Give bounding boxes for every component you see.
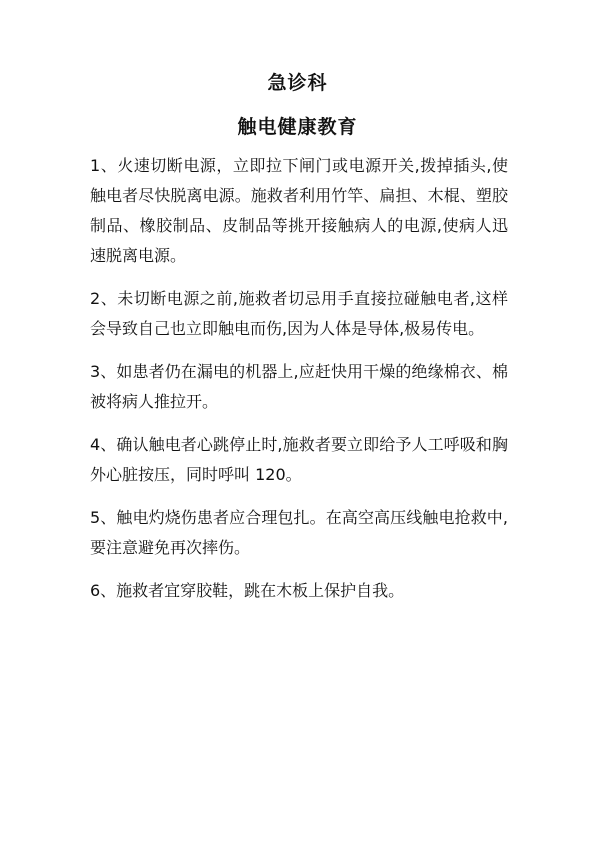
document-body xyxy=(90,151,508,619)
paragraph-2: 2、未切断电源之前,施救者切忌用手直接拉碰触电者,这样会导致自己也立即触电而伤,因为人体是导体,极易传电。 xyxy=(90,289,508,338)
paragraph-4: 4、确认触电者心跳停止时,施救者要立即给予人工呼吸和胸外心脏按压，同时呼叫 120。 xyxy=(90,435,508,484)
paragraph-1: 1、火速切断电源，立即拉下闸门或电源开关,拨掉插头,使触电者尽快脱离电源。施救者利用竹竿、扁担、木棍、塑胶制品、橡胶制品、皮制品等挑开接触病人的电源,使病人迅速脱离电源。 xyxy=(90,156,508,265)
paragraph-5: 5、触电灼烧伤患者应合理包扎。在高空高压线触电抢救中,要注意避免再次摔伤。 xyxy=(90,508,508,557)
department-heading: 急诊科 xyxy=(267,72,328,94)
paragraph-3: 3、如患者仍在漏电的机器上,应赶快用干燥的绝缘棉衣、棉被将病人推拉开。 xyxy=(90,362,508,411)
page-title: 触电健康教育 xyxy=(237,116,358,138)
paragraph-6: 6、施救者宜穿胶鞋，跳在木板上保护自我。 xyxy=(90,581,405,600)
